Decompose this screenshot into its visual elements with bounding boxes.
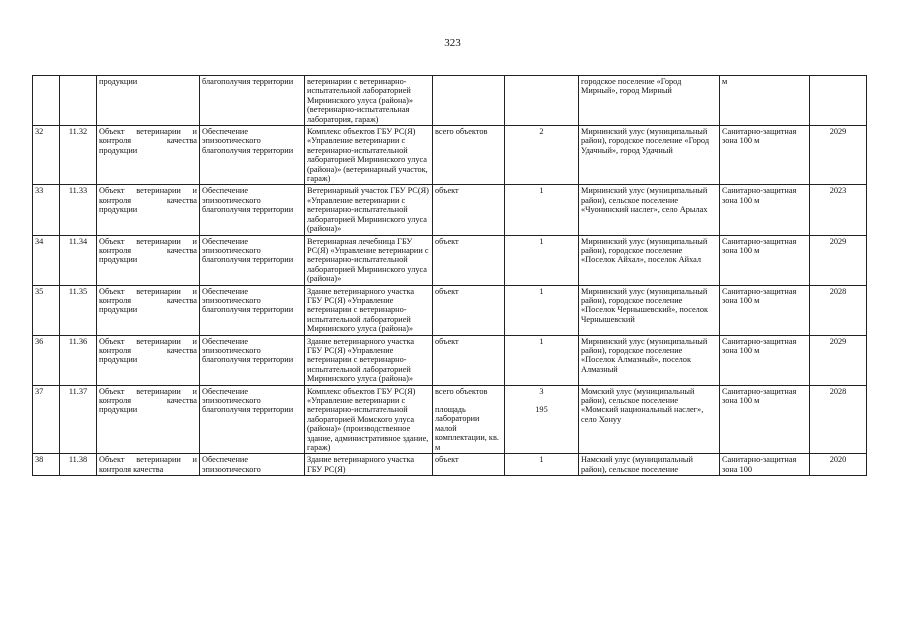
cell-code-text: 11.32 (68, 127, 88, 137)
cell-quantity (505, 235, 579, 285)
cell-quantity-secondary-text: 195 (535, 405, 548, 414)
cell-purpose (200, 185, 305, 235)
cell-location (579, 335, 720, 385)
cell-quantity (505, 185, 579, 235)
cell-name (305, 285, 433, 335)
cell-object-type: продукции (97, 76, 200, 126)
cell-purpose (200, 126, 305, 185)
cell-code (60, 235, 97, 285)
cell-no (33, 385, 60, 454)
cell-code (60, 385, 97, 454)
cell-code (60, 185, 97, 235)
cell-code-text: 11.34 (68, 236, 88, 246)
cell-name (305, 385, 433, 454)
cell-object-type-text: Объект ветеринарии и контроля качества продукции (99, 236, 197, 265)
table-row (33, 335, 867, 385)
cell-zone-text: Санитарно-защитная зона 100 м (722, 236, 797, 255)
cell-unit (433, 335, 505, 385)
cell-unit (433, 385, 505, 454)
cell-year-text: 2023 (829, 186, 847, 196)
cell-unit (433, 235, 505, 285)
cell-unit-text: объект (435, 455, 459, 465)
cell-object-type (97, 385, 200, 454)
cell-location-text: Мирнинский улус (муниципальный район), сельское поселение «Чуонинский наслег», село Арылах (581, 186, 708, 215)
cell-object-type (97, 126, 200, 185)
cell-unit-text: объект (435, 336, 459, 346)
cell-name-text: Ветеринарная лечебница ГБУ РС(Я) «Управление ветеринарии с ветеринарно-испытательной лабораторией Мирнинского улуса (района)» (307, 236, 429, 284)
cell-zone-text: Санитарно-защитная зона 100 м (722, 386, 797, 405)
cell-no-text: 34 (35, 236, 44, 246)
cell-code-text: 11.33 (68, 186, 88, 196)
cell-name (305, 335, 433, 385)
cell-code-text: 11.38 (68, 455, 88, 465)
cell-quantity (505, 335, 579, 385)
cell-quantity (505, 454, 579, 476)
cell-no (33, 76, 60, 126)
cell-location (579, 385, 720, 454)
cell-code-text: 11.36 (68, 336, 88, 346)
cell-zone-text: Санитарно-защитная зона 100 м (722, 186, 797, 205)
table-row (33, 126, 867, 185)
cell-name-text: Здание ветеринарного участка ГБУ РС(Я) (307, 455, 415, 474)
cell-purpose (200, 285, 305, 335)
cell-code-text: 11.37 (68, 386, 88, 396)
cell-object-type-text: Объект ветеринарии и контроля качества продукции (99, 336, 197, 365)
cell-object-type (97, 285, 200, 335)
cell-purpose-text: Обеспечение эпизоотического благополучия территории (202, 286, 294, 315)
cell-year (810, 385, 867, 454)
cell-quantity-text: 1 (539, 336, 544, 346)
cell-location (579, 285, 720, 335)
cell-code (60, 126, 97, 185)
table-row (33, 235, 867, 285)
cell-object-type-text: Объект ветеринарии и контроля качества продукции (99, 286, 197, 315)
table-row (33, 185, 867, 235)
cell-year (810, 285, 867, 335)
cell-no-text: 37 (35, 386, 44, 396)
cell-name (305, 185, 433, 235)
cell-unit (433, 126, 505, 185)
cell-name-text: Здание ветеринарного участка ГБУ РС(Я) «Управление ветеринарии с ветеринарно-испытательной лабораторией Мирнинского улуса (района)» (307, 336, 415, 384)
cell-object-type-text: Объект ветеринарии и контроля качества продукции (99, 386, 197, 415)
cell-purpose (200, 385, 305, 454)
cell-location-text: Момский улус (муниципальный район), сельское поселение «Момский национальный наслег», село Хонуу (581, 386, 704, 424)
cell-unit (433, 454, 505, 476)
cell-unit (433, 76, 505, 126)
cell-location-text: Мирнинский улус (муниципальный район), городское поселение «Город Удачный», город Удачный (581, 127, 710, 155)
cell-quantity (505, 385, 579, 454)
cell-name-text: Комплекс объектов ГБУ РС(Я) «Управление ветеринарии с ветеринарно-испытательной лабораторией Мирнинского улуса (района)» (ветеринарный участок, гараж) (307, 127, 428, 184)
cell-unit (433, 185, 505, 235)
cell-object-type-text: Объект ветеринарии и контроля качества продукции (99, 127, 197, 155)
cell-year (810, 235, 867, 285)
cell-quantity-text: 3 (539, 386, 544, 396)
cell-object-type-text: Объект ветеринарии и контроля качества продукции (99, 186, 197, 215)
cell-purpose (200, 335, 305, 385)
cell-name-text: Комплекс объектов ГБУ РС(Я) «Управление ветеринарии с ветеринарно-испытательной лабораторией Момского улуса (района)» (производственное здание, административное здание, гараж) (307, 386, 429, 453)
cell-object-type (97, 335, 200, 385)
cell-year-text: 2028 (829, 286, 847, 296)
cell-year-text: 2029 (829, 127, 847, 137)
cell-purpose-text: Обеспечение эпизоотического благополучия территории (202, 186, 294, 215)
cell-no-text: 33 (35, 186, 44, 196)
cell-year (810, 335, 867, 385)
cell-quantity-text: 2 (539, 127, 544, 137)
cell-location: городское поселение «Город Мирный», город Мирный (579, 76, 720, 126)
cell-object-type (97, 185, 200, 235)
cell-purpose-text: Обеспечение эпизоотического благополучия территории (202, 386, 294, 415)
cell-location (579, 454, 720, 476)
cell-year-text: 2029 (829, 336, 847, 346)
cell-quantity-text: 1 (539, 455, 544, 465)
cell-quantity (505, 285, 579, 335)
table-row (33, 385, 867, 454)
cell-purpose (200, 454, 305, 476)
cell-purpose-text: Обеспечение эпизоотического (202, 455, 261, 474)
cell-zone (720, 285, 810, 335)
cell-unit (433, 285, 505, 335)
cell-code (60, 76, 97, 126)
cell-zone-text: Санитарно-защитная зона 100 м (722, 127, 797, 146)
cell-code (60, 285, 97, 335)
cell-zone (720, 335, 810, 385)
cell-zone-text: Санитарно-защитная зона 100 м (722, 286, 797, 305)
cell-no (33, 235, 60, 285)
cell-zone (720, 235, 810, 285)
cell-name: ветеринарии с ветеринарно-испытательной лабораторией Мирнинского улуса (района)» (ветеринарно-испытательная лаборатория, гараж) (305, 76, 433, 126)
cell-name (305, 235, 433, 285)
cell-object-type (97, 454, 200, 476)
cell-name-text: Ветеринарный участок ГБУ РС(Я) «Управление ветеринарии с ветеринарно-испытательной лабораторией Мирнинского улуса (района)» (307, 186, 429, 234)
cell-zone (720, 454, 810, 476)
cell-year (810, 454, 867, 476)
cell-code (60, 335, 97, 385)
cell-zone (720, 385, 810, 454)
cell-unit-text: объект (435, 286, 459, 296)
cell-year-text: 2028 (829, 386, 847, 396)
cell-year-text: 2029 (829, 236, 847, 246)
cell-quantity-text: 1 (539, 186, 544, 196)
cell-no-text: 32 (35, 127, 44, 137)
cell-no-text: 35 (35, 286, 44, 296)
cell-location-text: Мирнинский улус (муниципальный район), городское поселение «Поселок Алмазный», поселок Алмазный (581, 336, 708, 374)
cell-year (810, 126, 867, 185)
cell-no (33, 335, 60, 385)
territorial-planning-table (32, 75, 867, 476)
cell-object-type (97, 235, 200, 285)
cell-no-text: 38 (35, 455, 44, 465)
cell-no (33, 285, 60, 335)
cell-location-text: Мирнинский улус (муниципальный район), городское поселение «Поселок Чернышевский», поселок Чернышевский (581, 286, 709, 324)
cell-zone: м (720, 76, 810, 126)
cell-location (579, 185, 720, 235)
cell-no (33, 185, 60, 235)
cell-location-text: Мирнинский улус (муниципальный район), городское поселение «Поселок Айхал», поселок Айхал (581, 236, 708, 265)
cell-purpose-text: Обеспечение эпизоотического благополучия территории (202, 236, 294, 265)
cell-year (810, 76, 867, 126)
cell-zone-text: Санитарно-защитная зона 100 м (722, 336, 797, 355)
cell-no (33, 126, 60, 185)
cell-quantity (505, 76, 579, 126)
cell-object-type-text: Объект ветеринарии и контроля качества (99, 455, 197, 474)
cell-location-text: Намский улус (муниципальный район), сельское поселение (581, 455, 693, 474)
cell-purpose: благополучия территории (200, 76, 305, 126)
cell-location (579, 126, 720, 185)
cell-purpose-text: Обеспечение эпизоотического благополучия территории (202, 336, 294, 365)
cell-year (810, 185, 867, 235)
cell-purpose (200, 235, 305, 285)
cell-unit-text: объект (435, 236, 459, 246)
cell-quantity-text: 1 (539, 236, 544, 246)
cell-no (33, 454, 60, 476)
cell-location (579, 235, 720, 285)
table-row-continuation (33, 76, 867, 126)
table-row (33, 285, 867, 335)
cell-quantity (505, 126, 579, 185)
cell-unit-text: всего объектов (435, 127, 488, 137)
cell-year-text: 2020 (829, 455, 847, 465)
cell-unit-text: объект (435, 186, 459, 196)
cell-code-text: 11.35 (68, 286, 88, 296)
page-number: 323 (444, 37, 461, 49)
cell-name (305, 126, 433, 185)
cell-code (60, 454, 97, 476)
cell-unit-text: всего объектов (435, 386, 488, 396)
cell-zone (720, 185, 810, 235)
cell-quantity-text: 1 (539, 286, 544, 296)
cell-unit-secondary-text: площадь лаборатории малой комплектации, кв. м (435, 405, 499, 452)
cell-name-text: Здание ветеринарного участка ГБУ РС(Я) «Управление ветеринарии с ветеринарно-испытательной лабораторией Мирнинского улуса (района)» (307, 286, 415, 334)
cell-purpose-text: Обеспечение эпизоотического благополучия территории (202, 127, 294, 155)
cell-zone (720, 126, 810, 185)
table-row (33, 454, 867, 476)
cell-zone-text: Санитарно-защитная зона 100 (722, 455, 797, 474)
cell-name (305, 454, 433, 476)
cell-no-text: 36 (35, 336, 44, 346)
